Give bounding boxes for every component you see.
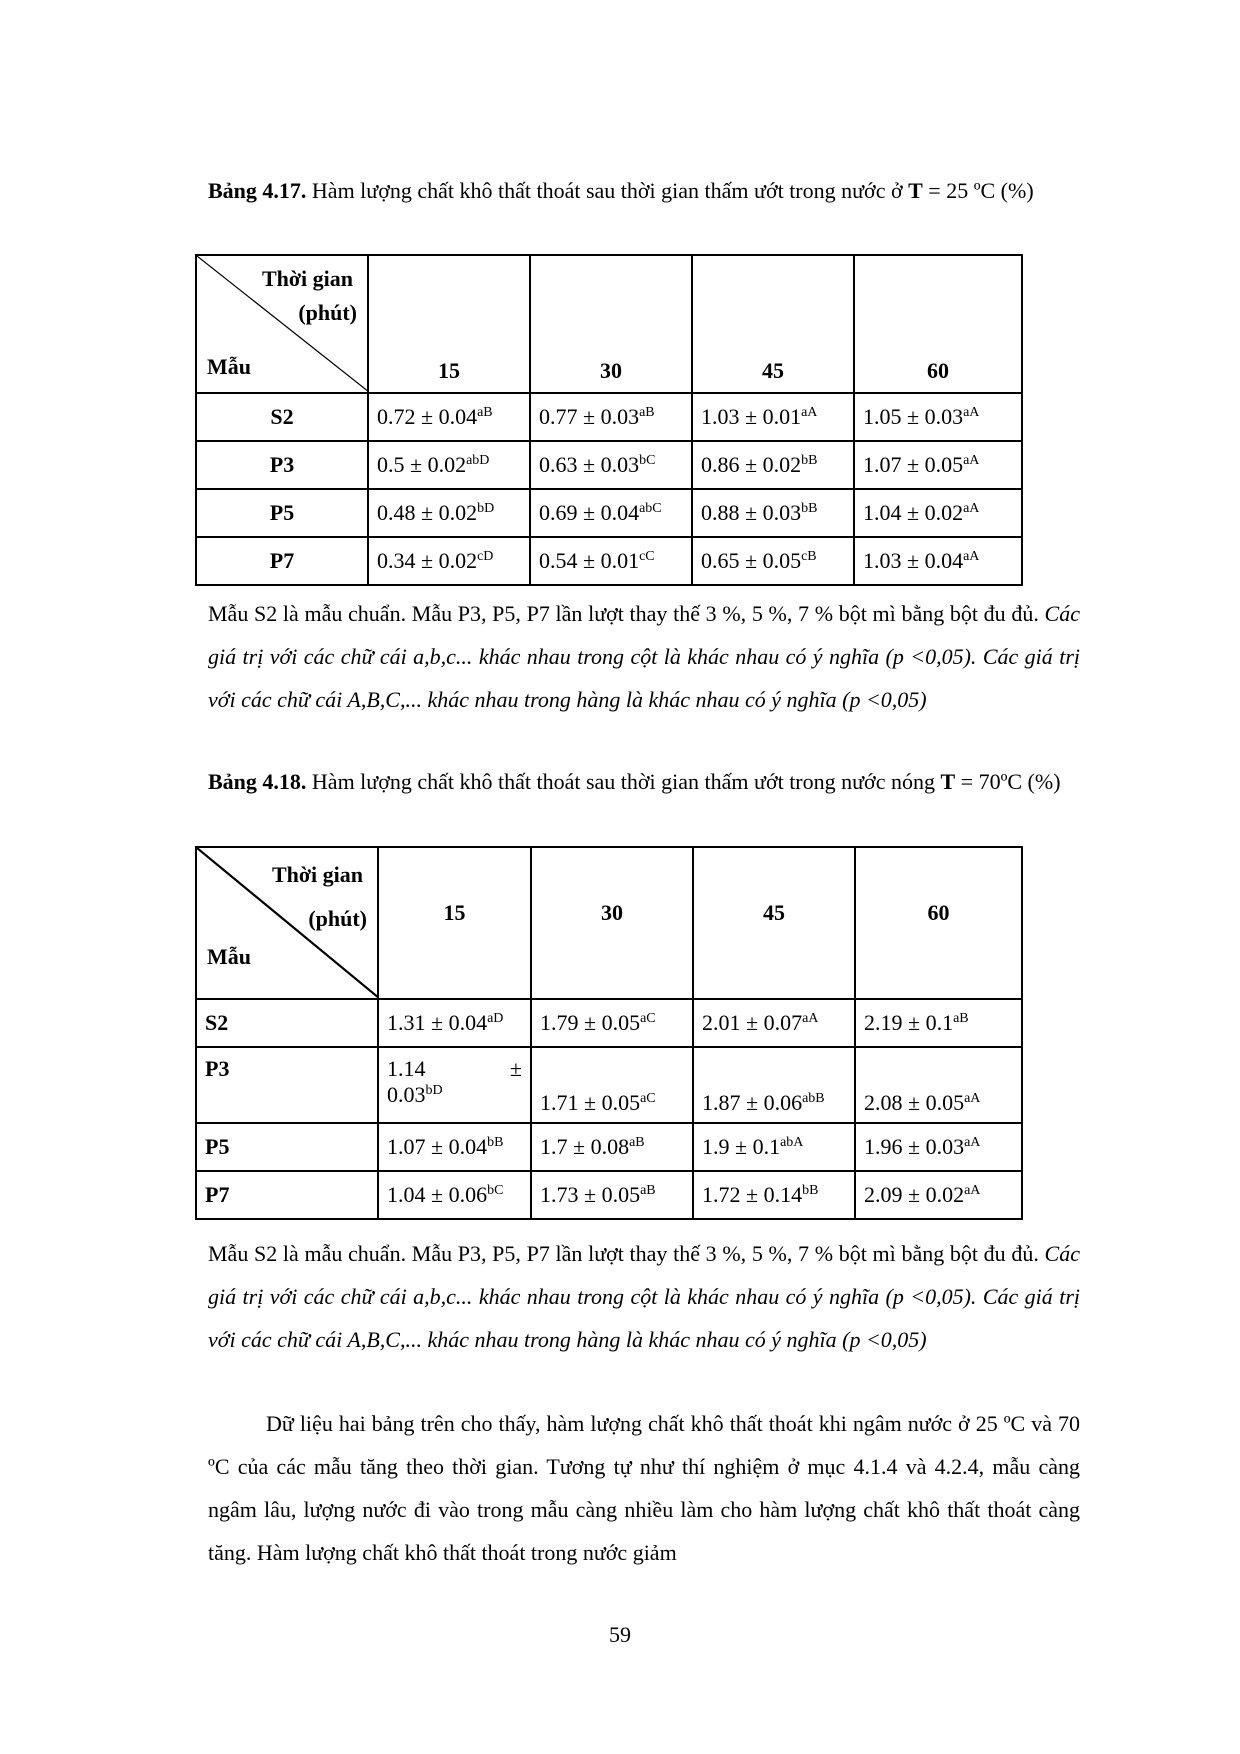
table1-col-header: 15 [368,255,530,393]
table-cell [378,1047,531,1123]
table1-caption-label: Bảng 4.17. [208,178,307,203]
page-number: 59 [609,1622,631,1647]
table2-corner-cell [196,847,378,999]
cell-significance: cB [801,549,817,564]
cell-value: 0.86 ± 0.02 [701,452,802,477]
table2-caption-end: = 70ºC (%) [955,769,1061,794]
table2-caption-text: Hàm lượng chất khô thất thoát sau thời gian thấm ướt trong nước nóng [306,769,941,794]
cell-value: 0.69 ± 0.04 [539,500,640,525]
table-cell [530,537,692,585]
table-cell [692,441,854,489]
cell-significance: bD [425,1083,443,1098]
table-cell [693,999,855,1047]
table1-note-plain: Mẫu S2 là mẫu chuẩn. Mẫu P3, P5, P7 lần lượt thay thế 3 %, 5 %, 7 % bột mì bằng bột đu đủ. [208,601,1045,626]
table2-caption [208,767,1080,796]
table1-corner-col-label-2: (phút) [298,300,357,325]
table-cell [378,1123,531,1171]
cell-significance: aA [802,1011,819,1026]
cell-significance: aA [963,453,980,468]
cell-significance: bB [801,453,818,468]
cell-value: 0.63 ± 0.03 [539,452,640,477]
table-cell [854,441,1022,489]
cell-significance: aB [640,1183,656,1198]
cell-significance: aD [487,1011,504,1026]
cell-value: 1.7 ± 0.08 [540,1134,630,1159]
cell-value: 0.88 ± 0.03 [701,500,802,525]
table-row [196,1171,1022,1219]
cell-value: 0.5 ± 0.02 [377,452,467,477]
table-cell [531,1123,693,1171]
cell-significance: aB [953,1011,969,1026]
cell-significance: bC [487,1183,504,1198]
cell-significance: aB [477,405,493,420]
table1-row-label: S2 [196,393,368,441]
cell-value: 1.96 ± 0.03 [864,1134,965,1159]
table1-row-label: P7 [196,537,368,585]
table1-col-header: 30 [530,255,692,393]
table2-corner-col-label-2: (phút) [308,906,367,931]
table2-row-label: P5 [196,1123,378,1171]
table-cell [368,441,530,489]
table1-row-label: P5 [196,489,368,537]
table1-caption-text: Hàm lượng chất khô thất thoát sau thời gian thấm ướt trong nước ở [306,178,909,203]
cell-value: 1.31 ± 0.04 [387,1010,488,1035]
table2-col-header: 30 [531,847,693,999]
cell-value: 1.04 ± 0.06 [387,1182,488,1207]
cell-value: 0.65 ± 0.05 [701,548,802,573]
table2-col-header: 45 [693,847,855,999]
table1-caption-end: = 25 ºC (%) [922,178,1034,203]
cell-value: 1.07 ± 0.04 [387,1134,488,1159]
cell-value: 1.05 ± 0.03 [863,404,964,429]
cell-significance: aB [629,1135,645,1150]
table-cell [368,537,530,585]
table-cell [530,393,692,441]
table2-col-header: 15 [378,847,531,999]
table-cell [368,393,530,441]
table1-note-italic: Các giá trị với các chữ cái a,b,c... khác nhau trong cột là khác nhau có ý nghĩa (p <0,05). Các giá trị với các chữ cái A,B,C,... khác nhau trong hàng là khác nhau có ý nghĩa (p <0,05) [208,601,1080,712]
table2-header-row [196,847,1022,999]
table-row [196,1047,1022,1123]
cell-value: 1.87 ± 0.06 [702,1090,803,1115]
table-cell [378,1171,531,1219]
cell-value: 0.48 ± 0.02 [377,500,478,525]
cell-value: 1.14 [387,1056,426,1081]
cell-value: 1.71 ± 0.05 [540,1090,641,1115]
table-cell [854,537,1022,585]
cell-significance: aA [964,1135,981,1150]
cell-significance: bB [801,501,818,516]
cell-significance: aA [963,405,980,420]
cell-significance: aB [639,405,655,420]
table1-col-header: 60 [854,255,1022,393]
table-cell [855,1171,1022,1219]
table2-corner-row-label: Mẫu [207,944,251,969]
cell-significance: aA [963,549,980,564]
cell-value: 0.54 ± 0.01 [539,548,640,573]
table2-caption-label: Bảng 4.18. [208,769,307,794]
table2 [195,846,1023,1220]
table-cell [368,489,530,537]
table1-col-header: 45 [692,255,854,393]
cell-significance: bD [477,501,495,516]
table2-note [208,1232,1080,1361]
cell-significance: bB [487,1135,504,1150]
table2-caption-var: T [940,769,956,794]
table-cell [693,1171,855,1219]
table-cell [692,537,854,585]
table-cell [530,489,692,537]
table-row [196,393,1022,441]
cell-value: 2.09 ± 0.02 [864,1182,965,1207]
cell-value: 1.03 ± 0.01 [701,404,802,429]
table-cell [693,1123,855,1171]
table-row [196,999,1022,1047]
cell-value: 2.01 ± 0.07 [702,1010,803,1035]
cell-value: 1.07 ± 0.05 [863,452,964,477]
cell-value: 2.08 ± 0.05 [864,1090,965,1115]
cell-value: 1.04 ± 0.02 [863,500,964,525]
table2-note-italic: Các giá trị với các chữ cái a,b,c... khác nhau trong cột là khác nhau có ý nghĩa (p <0,05). Các giá trị với các chữ cái A,B,C,... khác nhau trong hàng là khác nhau có ý nghĩa (p <0,05) [208,1241,1080,1352]
table-cell [854,489,1022,537]
table2-row-label: P3 [196,1047,378,1123]
table1 [195,254,1023,586]
table-cell [693,1047,855,1123]
cell-significance: cC [639,549,655,564]
table2-note-plain: Mẫu S2 là mẫu chuẩn. Mẫu P3, P5, P7 lần lượt thay thế 3 %, 5 %, 7 % bột mì bằng bột đu đủ. [208,1241,1045,1266]
cell-significance: aC [640,1091,656,1106]
cell-value: 0.77 ± 0.03 [539,404,640,429]
table-cell [855,999,1022,1047]
table-cell [854,393,1022,441]
table1-header-row [196,255,1022,393]
cell-value: ± [509,1056,522,1081]
table-cell [692,393,854,441]
cell-significance: abB [802,1091,825,1106]
table-row [196,441,1022,489]
table2-corner-col-label-1: Thời gian [271,862,363,887]
cell-significance: cD [477,549,494,564]
cell-value: 1.03 ± 0.04 [863,548,964,573]
cell-significance: abD [466,453,490,468]
table1-caption-var: T [908,178,923,203]
table-cell [531,1171,693,1219]
table1-caption [208,176,1080,205]
table2-col-header: 60 [855,847,1022,999]
cell-significance: aA [801,405,818,420]
table-cell [692,489,854,537]
table1-note [208,592,1080,721]
cell-value: 1.73 ± 0.05 [540,1182,641,1207]
table-cell [530,441,692,489]
table1-corner-cell [196,255,368,393]
cell-value: 0.03 [387,1082,426,1107]
table-cell [378,999,531,1047]
cell-significance: aA [964,1183,981,1198]
table-row [196,1123,1022,1171]
table-cell [531,999,693,1047]
table-cell [855,1123,1022,1171]
table2-row-label: S2 [196,999,378,1047]
cell-significance: abC [639,501,662,516]
cell-value: 1.9 ± 0.1 [702,1134,781,1159]
table1-row-label: P3 [196,441,368,489]
table-row [196,489,1022,537]
cell-significance: bC [639,453,656,468]
table1-corner-col-label-1: Thời gian [261,266,353,291]
body-paragraph: Dữ liệu hai bảng trên cho thấy, hàm lượng chất khô thất thoát khi ngâm nước ở 25 ºC và 70 ºC của các mẫu tăng theo thời gian. Tương tự như thí nghiệm ở mục 4.1.4 và 4.2.4, mẫu càng ngâm lâu, lượng nước đi vào trong mẫu càng nhiều làm cho hàm lượng chất khô thất thoát càng tăng. Hàm lượng chất khô thất thoát trong nước giảm [208,1411,1080,1565]
cell-significance: bB [802,1183,819,1198]
table2-row-label: P7 [196,1171,378,1219]
cell-value: 1.79 ± 0.05 [540,1010,641,1035]
table-row [196,537,1022,585]
cell-value: 2.19 ± 0.1 [864,1010,954,1035]
table1-corner-row-label: Mẫu [207,354,251,379]
cell-value: 0.34 ± 0.02 [377,548,478,573]
cell-significance: aC [640,1011,656,1026]
cell-wrap-line [387,1056,522,1082]
cell-value: 1.72 ± 0.14 [702,1182,803,1207]
table-cell [855,1047,1022,1123]
table-cell [531,1047,693,1123]
cell-wrap-line [387,1082,522,1108]
cell-value: 0.72 ± 0.04 [377,404,478,429]
cell-significance: aA [964,1091,981,1106]
cell-significance: aA [963,501,980,516]
cell-significance: abA [780,1135,804,1150]
